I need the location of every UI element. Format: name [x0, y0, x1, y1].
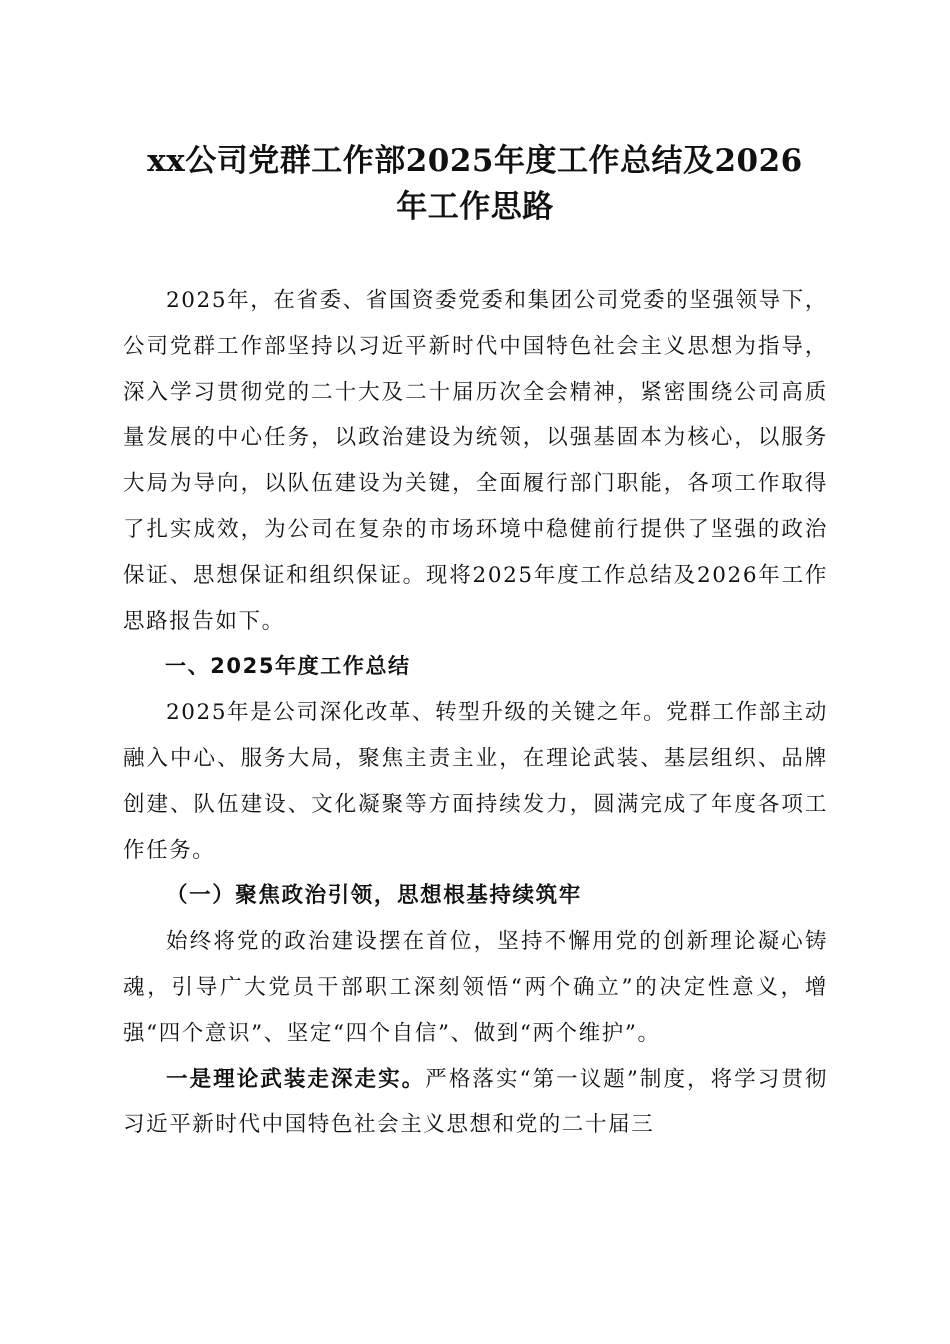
subsection-heading-1: （一）聚焦政治引领，思想根基持续筑牢 — [166, 883, 582, 909]
point1-text: 严格落实“第一议题”制度，将学习贯彻习近平新时代中国特色社会主义思想和党的二十届三 — [123, 1066, 828, 1138]
title-line-1: xx公司党群工作部2025年度工作总结及2026 — [147, 143, 803, 179]
title-line-2: 年工作思路 — [396, 189, 554, 225]
intro-paragraph: 2025年，在省委、省国资委党委和集团公司党委的坚强领导下，公司党群工作部坚持以习近平新时代中国特色社会主义思想为指导，深入学习贯彻党的二十大及二十届历次全会精神，紧密围绕公司高质量发展的中心任务，以政治建设为统领，以强基固本为核心，以服务大局为导向，以队伍建设为关键，全面履行部门职能，各项工作取得了扎实成效，为公司在复杂的市场环境中稳健前行提供了坚强的政治保证、思想保证和组织保证。现将2025年度工作总结及2026年工作思路报告如下。 — [123, 288, 828, 634]
document-body — [123, 278, 828, 1148]
point1-paragraph — [123, 1057, 828, 1149]
subsection1-paragraph: 始终将党的政治建设摆在首位，坚持不懈用党的创新理论凝心铸魂，引导广大党员干部职工深刻领悟“两个确立”的决定性意义，增强“四个意识”、坚定“四个自信”、做到“两个维护”。 — [123, 929, 828, 1046]
section1-intro-paragraph: 2025年是公司深化改革、转型升级的关键之年。党群工作部主动融入中心、服务大局，聚焦主责主业，在理论武装、基层组织、品牌创建、队伍建设、文化凝聚等方面持续发力，圆满完成了年度各项工作任务。 — [123, 700, 828, 863]
section-heading-1: 一、2025年度工作总结 — [165, 654, 411, 679]
point1-lead: 一是理论武装走深走实。 — [166, 1066, 426, 1092]
document-title — [110, 138, 840, 230]
